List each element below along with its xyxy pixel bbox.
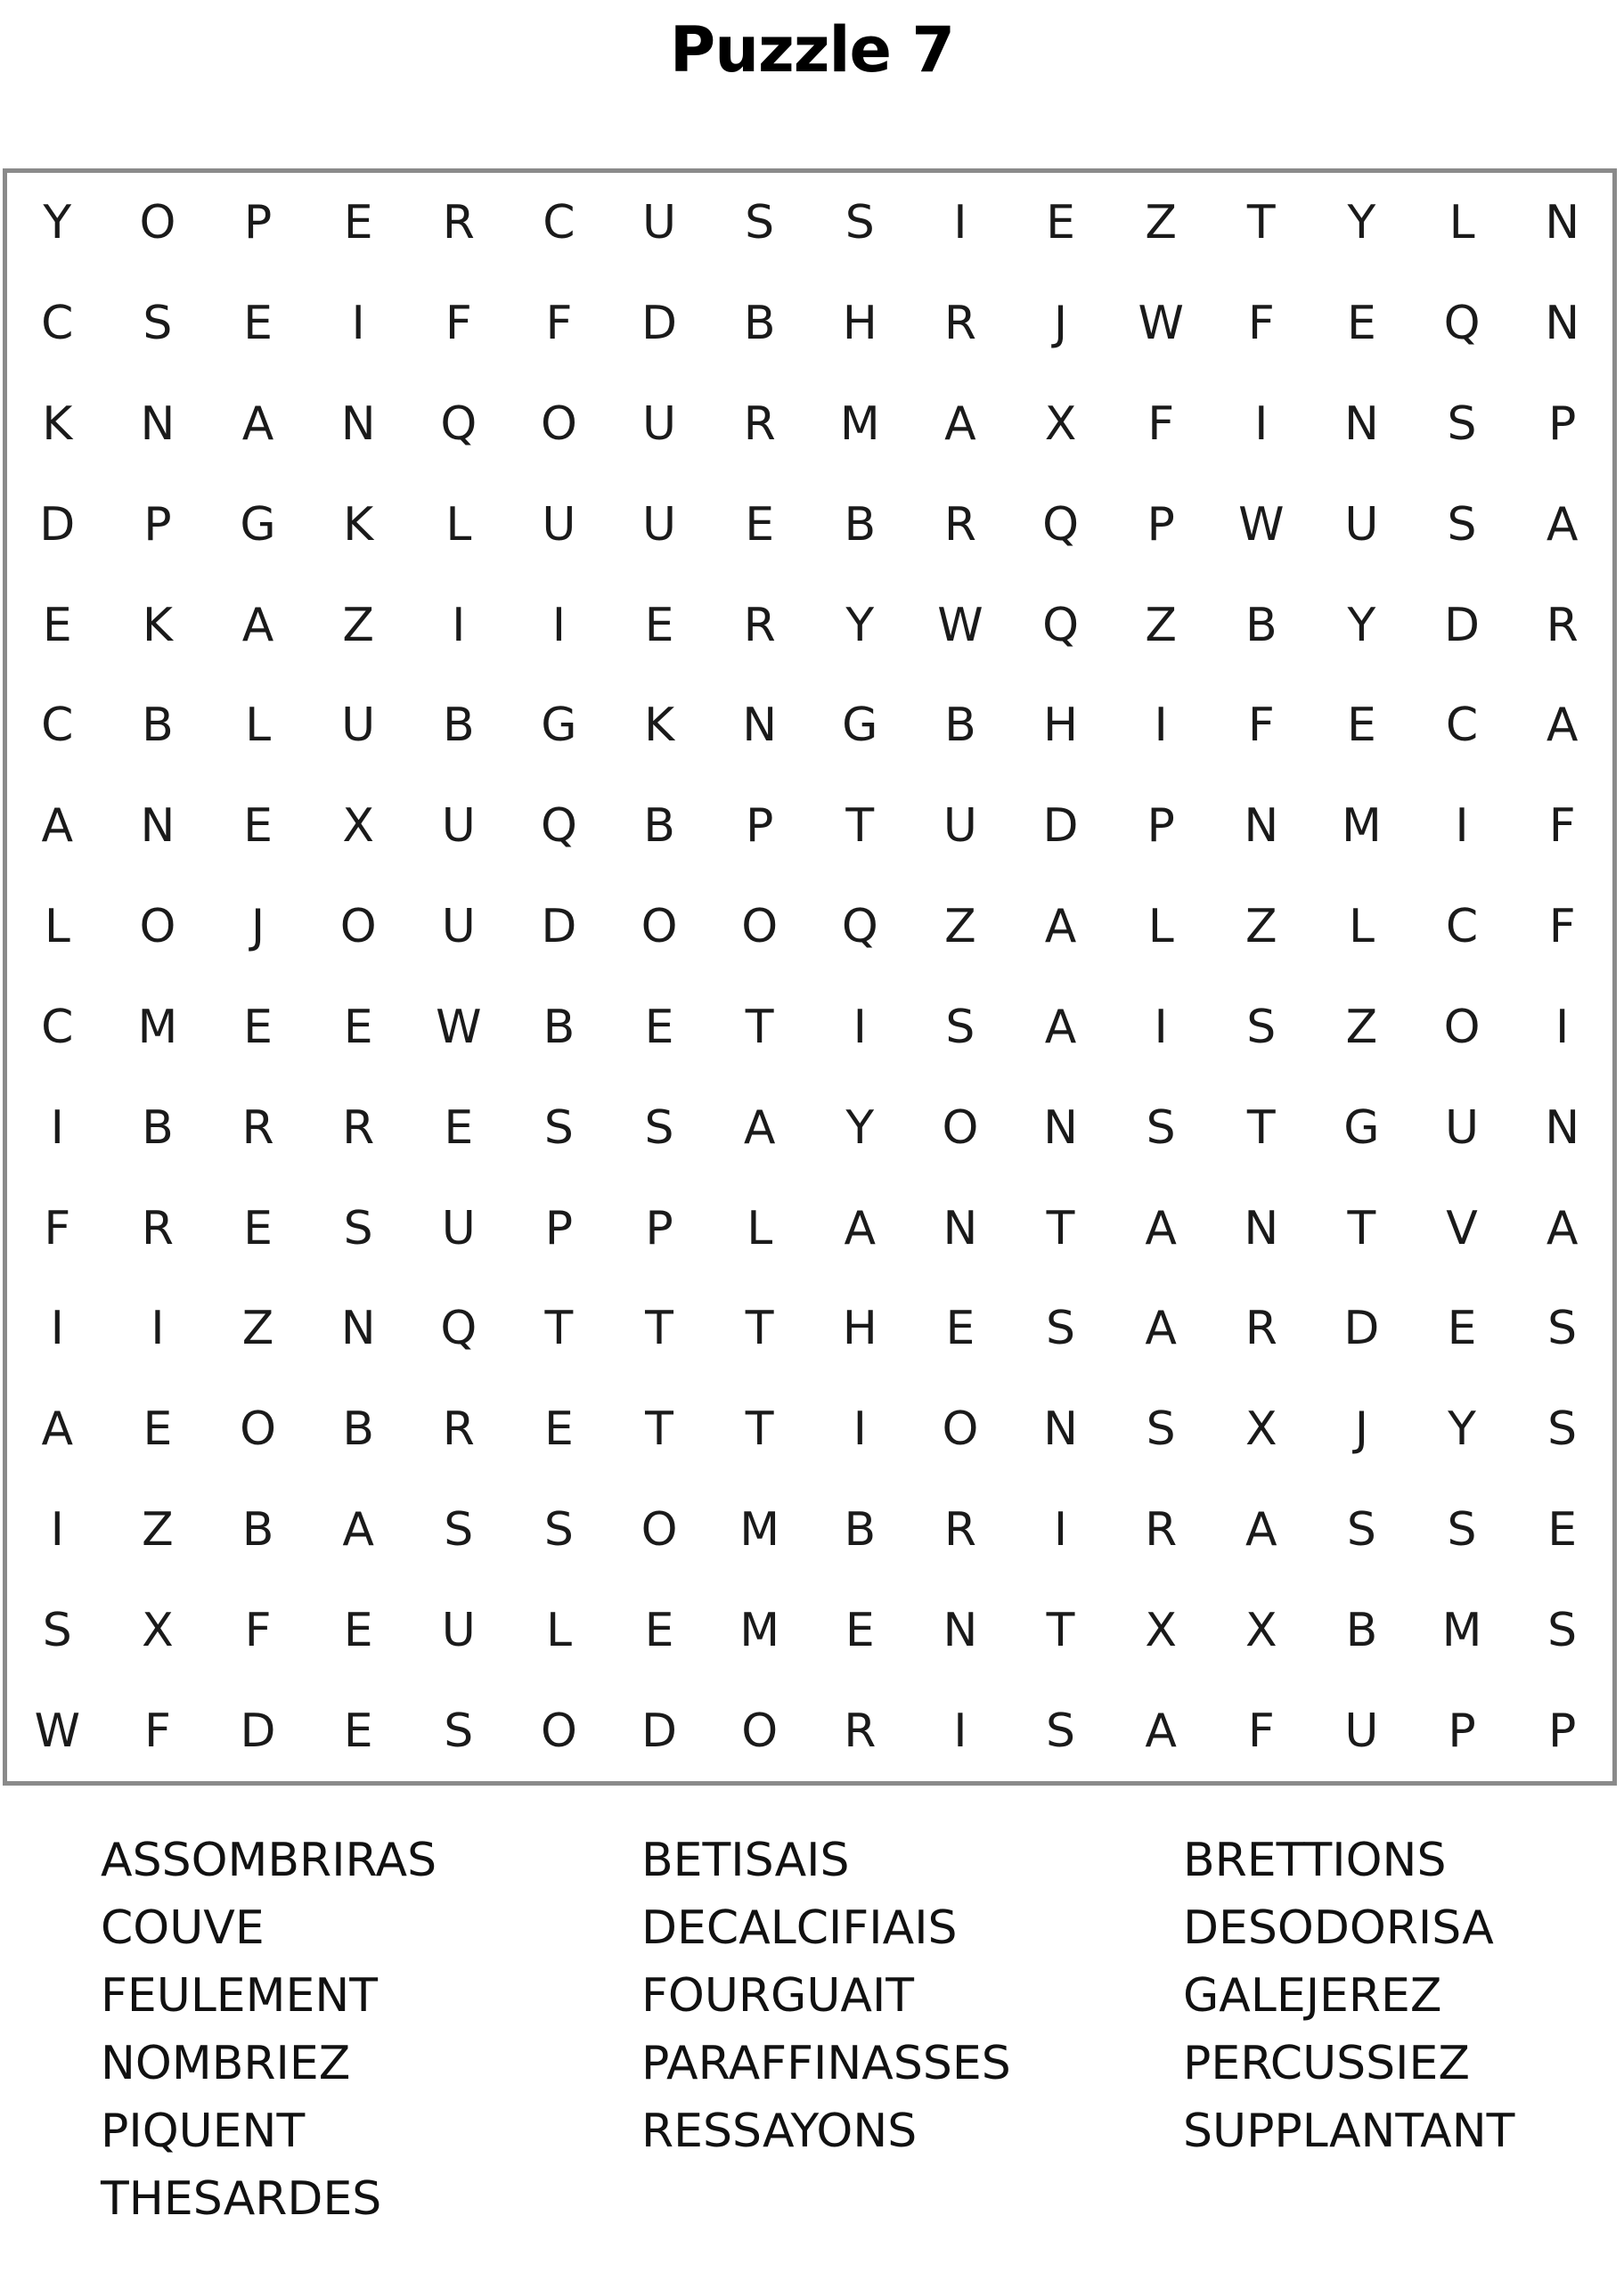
grid-cell[interactable]: I xyxy=(1555,1000,1570,1054)
grid-cell[interactable]: D xyxy=(240,1704,276,1758)
grid-cell[interactable]: S xyxy=(945,1000,975,1054)
grid-cell[interactable]: V xyxy=(1446,1201,1478,1255)
grid-cell[interactable]: M xyxy=(1342,799,1382,854)
grid-cell[interactable]: R xyxy=(943,297,976,351)
grid-cell[interactable]: E xyxy=(343,1000,373,1054)
word-list-item: DECALCIFIAIS xyxy=(641,1901,958,1955)
word-list-item: PIQUENT xyxy=(101,2105,306,2158)
grid-cell[interactable]: E xyxy=(243,297,273,351)
grid-cell[interactable]: P xyxy=(1548,1704,1577,1758)
grid-cell[interactable]: P xyxy=(1448,1704,1476,1758)
grid-cell[interactable]: S xyxy=(1146,1100,1176,1155)
word-list-column-2 xyxy=(641,1827,1011,2165)
grid-cell[interactable]: I xyxy=(953,1704,967,1758)
grid-cell[interactable]: I xyxy=(853,1402,867,1457)
grid-cell[interactable]: L xyxy=(1147,900,1174,954)
grid-cell[interactable]: A xyxy=(844,1201,877,1255)
word-list-item: DESODORISA xyxy=(1183,1901,1494,1955)
word-list-item: COUVE xyxy=(101,1901,265,1955)
grid-cell[interactable]: F xyxy=(545,297,573,351)
word-list-item: FEULEMENT xyxy=(101,1969,379,2023)
grid-cell[interactable]: S xyxy=(1046,1704,1076,1758)
grid-cell[interactable]: P xyxy=(1147,497,1175,552)
grid-cell[interactable]: S xyxy=(1146,1402,1176,1457)
grid-cell[interactable]: I xyxy=(1254,397,1269,452)
grid-cell[interactable]: Z xyxy=(1345,1000,1378,1054)
grid-cell[interactable]: L xyxy=(445,497,472,552)
word-list-item: NOMBRIEZ xyxy=(101,2037,351,2090)
grid-cell[interactable]: Y xyxy=(1347,196,1376,250)
grid-cell[interactable]: S xyxy=(143,297,173,351)
grid-cell[interactable]: X xyxy=(342,799,374,854)
grid-cell[interactable]: B xyxy=(844,1502,877,1557)
grid-cell[interactable]: G xyxy=(240,497,276,552)
grid-cell[interactable]: F xyxy=(244,1603,272,1657)
grid-cell[interactable]: X xyxy=(1245,1402,1277,1457)
grid-cell[interactable]: M xyxy=(739,1502,780,1557)
grid-cell[interactable]: F xyxy=(1247,1704,1275,1758)
grid-cell[interactable]: Y xyxy=(845,1100,875,1155)
grid-cell[interactable]: E xyxy=(644,1603,674,1657)
grid-cell[interactable]: E xyxy=(444,1100,474,1155)
grid-cell[interactable]: Z xyxy=(1145,598,1177,652)
grid-cell[interactable]: E xyxy=(343,196,373,250)
grid-cell[interactable]: O xyxy=(641,900,678,954)
grid-cell[interactable]: F xyxy=(1247,297,1275,351)
grid-cell[interactable]: B xyxy=(1345,1603,1378,1657)
grid-cell[interactable]: I xyxy=(1053,1502,1068,1557)
grid-cell[interactable]: R xyxy=(141,1201,174,1255)
word-search-grid xyxy=(7,173,1612,1781)
grid-cell[interactable]: H xyxy=(842,1302,877,1356)
grid-cell[interactable]: F xyxy=(44,1201,71,1255)
grid-cell[interactable]: N xyxy=(742,699,778,753)
grid-cell[interactable]: J xyxy=(1354,1402,1369,1457)
grid-cell[interactable]: S xyxy=(444,1704,474,1758)
grid-cell[interactable]: U xyxy=(542,497,576,552)
grid-cell[interactable]: F xyxy=(445,297,472,351)
grid-cell[interactable]: D xyxy=(641,1704,678,1758)
grid-cell[interactable]: W xyxy=(1138,297,1184,351)
grid-cell[interactable]: Z xyxy=(1245,900,1277,954)
grid-cell[interactable]: P xyxy=(143,497,172,552)
word-list-item: PERCUSSIEZ xyxy=(1183,2037,1470,2090)
grid-cell[interactable]: C xyxy=(543,196,575,250)
grid-cell[interactable]: S xyxy=(1046,1302,1076,1356)
grid-cell[interactable]: D xyxy=(1042,799,1079,854)
grid-cell[interactable]: U xyxy=(642,497,677,552)
grid-cell[interactable]: E xyxy=(745,497,775,552)
grid-cell[interactable]: M xyxy=(839,397,880,452)
grid-cell[interactable]: K xyxy=(644,699,675,753)
grid-cell[interactable]: X xyxy=(1245,1603,1277,1657)
grid-cell[interactable]: H xyxy=(842,297,877,351)
grid-cell[interactable]: B xyxy=(142,699,174,753)
grid-cell[interactable]: P xyxy=(746,799,774,854)
grid-cell[interactable]: I xyxy=(50,1100,64,1155)
grid-cell[interactable]: Y xyxy=(1347,598,1376,652)
grid-cell[interactable]: E xyxy=(243,1000,273,1054)
grid-cell[interactable]: D xyxy=(541,900,577,954)
grid-cell[interactable]: I xyxy=(1154,1000,1168,1054)
grid-cell[interactable]: U xyxy=(441,900,476,954)
grid-cell[interactable]: B xyxy=(643,799,675,854)
grid-cell[interactable]: I xyxy=(452,598,466,652)
grid-cell[interactable]: C xyxy=(41,1000,74,1054)
grid-cell[interactable]: U xyxy=(1344,1704,1379,1758)
grid-cell[interactable]: O xyxy=(942,1402,979,1457)
grid-cell[interactable]: B xyxy=(142,1100,174,1155)
word-list-column-3 xyxy=(1183,1827,1514,2165)
grid-cell[interactable]: T xyxy=(1246,196,1276,250)
grid-cell[interactable]: S xyxy=(343,1201,373,1255)
grid-cell[interactable]: U xyxy=(1344,497,1379,552)
grid-cell[interactable]: S xyxy=(1447,397,1477,452)
grid-cell[interactable]: C xyxy=(41,699,74,753)
grid-cell[interactable]: L xyxy=(44,900,70,954)
puzzle-title: Puzzle 7 xyxy=(669,13,955,86)
grid-cell[interactable]: U xyxy=(943,799,977,854)
grid-cell[interactable]: E xyxy=(1046,196,1075,250)
grid-cell[interactable]: P xyxy=(1548,397,1577,452)
grid-cell[interactable]: G xyxy=(541,699,577,753)
grid-cell[interactable]: E xyxy=(243,1201,273,1255)
word-list-item: THESARDES xyxy=(101,2172,382,2226)
grid-cell[interactable]: E xyxy=(544,1402,574,1457)
grid-cell[interactable]: R xyxy=(1245,1302,1277,1356)
word-list-item: BETISAIS xyxy=(641,1834,850,1887)
word-list-column-1 xyxy=(101,1827,437,2233)
grid-cell[interactable]: B xyxy=(442,699,475,753)
word-list-item: GALEJEREZ xyxy=(1183,1969,1442,2023)
grid-cell[interactable]: T xyxy=(845,799,875,854)
grid-cell[interactable]: Z xyxy=(241,1302,274,1356)
grid-cell[interactable]: S xyxy=(1346,1502,1376,1557)
grid-cell[interactable]: E xyxy=(243,799,273,854)
grid-cell[interactable]: T xyxy=(745,1000,774,1054)
grid-cell[interactable]: R xyxy=(844,1704,877,1758)
grid-cell[interactable]: B xyxy=(844,497,877,552)
grid-cell[interactable]: B xyxy=(241,1502,274,1557)
grid-cell[interactable]: A xyxy=(944,397,976,452)
grid-cell[interactable]: W xyxy=(34,1704,81,1758)
grid-cell[interactable]: B xyxy=(944,699,976,753)
grid-cell[interactable]: O xyxy=(741,1704,779,1758)
grid-cell[interactable]: N xyxy=(140,397,175,452)
grid-cell[interactable]: T xyxy=(1246,1100,1276,1155)
grid-cell[interactable]: G xyxy=(1343,1100,1380,1155)
grid-cell[interactable]: I xyxy=(953,196,967,250)
grid-cell[interactable]: R xyxy=(241,1100,274,1155)
grid-cell[interactable]: L xyxy=(747,1201,773,1255)
grid-cell[interactable]: B xyxy=(543,1000,575,1054)
grid-cell[interactable]: Z xyxy=(142,1502,174,1557)
grid-cell[interactable]: B xyxy=(342,1402,375,1457)
grid-cell[interactable]: J xyxy=(250,900,265,954)
grid-cell[interactable]: Q xyxy=(1042,497,1080,552)
word-list-item: ASSOMBRIRAS xyxy=(101,1834,437,1887)
grid-cell[interactable]: O xyxy=(540,397,577,452)
grid-cell[interactable]: P xyxy=(1147,799,1175,854)
grid-cell[interactable]: Y xyxy=(1448,1402,1476,1457)
grid-cell[interactable]: C xyxy=(1445,900,1479,954)
grid-cell[interactable]: A xyxy=(241,598,274,652)
grid-cell[interactable]: S xyxy=(543,1502,574,1557)
grid-cell[interactable]: G xyxy=(842,699,878,753)
grid-cell[interactable]: A xyxy=(1245,1502,1277,1557)
grid-cell[interactable]: X xyxy=(142,1603,174,1657)
grid-cell[interactable]: X xyxy=(1145,1603,1177,1657)
grid-cell[interactable]: L xyxy=(1449,196,1475,250)
grid-cell[interactable]: S xyxy=(42,1603,72,1657)
grid-cell[interactable]: S xyxy=(1547,1402,1578,1457)
grid-cell[interactable]: M xyxy=(739,1603,780,1657)
grid-cell[interactable]: F xyxy=(143,1704,171,1758)
grid-cell[interactable]: L xyxy=(545,1603,572,1657)
grid-cell[interactable]: T xyxy=(645,1402,673,1457)
grid-cell[interactable]: S xyxy=(1547,1603,1578,1657)
grid-cell[interactable]: Y xyxy=(43,196,72,250)
grid-cell[interactable]: D xyxy=(1343,1302,1380,1356)
word-list-item: PARAFFINASSES xyxy=(641,2037,1011,2090)
grid-cell[interactable]: O xyxy=(339,900,377,954)
grid-cell[interactable]: O xyxy=(139,196,176,250)
grid-cell[interactable]: S xyxy=(845,196,875,250)
grid-cell[interactable]: E xyxy=(845,1603,875,1657)
grid-cell[interactable]: R xyxy=(943,497,976,552)
word-list xyxy=(0,1827,1624,2245)
grid-cell[interactable]: T xyxy=(1347,1201,1376,1255)
grid-cell[interactable]: R xyxy=(1145,1502,1178,1557)
grid-cell[interactable]: A xyxy=(342,1502,374,1557)
grid-cell[interactable]: Q xyxy=(440,397,477,452)
grid-cell[interactable]: R xyxy=(442,196,475,250)
grid-cell[interactable]: Z xyxy=(342,598,374,652)
grid-cell[interactable]: I xyxy=(50,1502,64,1557)
grid-cell[interactable]: E xyxy=(1347,297,1376,351)
grid-cell[interactable]: Q xyxy=(1443,297,1481,351)
grid-cell[interactable]: I xyxy=(853,1000,867,1054)
grid-cell[interactable]: Q xyxy=(540,799,577,854)
grid-cell[interactable]: P xyxy=(243,196,273,250)
grid-cell[interactable]: O xyxy=(641,1502,678,1557)
grid-cell[interactable]: O xyxy=(540,1704,577,1758)
grid-cell[interactable]: I xyxy=(151,1302,165,1356)
grid-cell[interactable]: X xyxy=(1044,397,1077,452)
word-list-item: FOURGUAIT xyxy=(641,1969,915,2023)
grid-cell[interactable]: N xyxy=(340,1302,376,1356)
grid-cell[interactable]: Z xyxy=(944,900,976,954)
grid-cell[interactable]: R xyxy=(1546,598,1579,652)
grid-cell[interactable]: S xyxy=(644,1100,674,1155)
grid-cell[interactable]: A xyxy=(1145,1704,1177,1758)
grid-cell[interactable]: L xyxy=(1348,900,1375,954)
grid-cell[interactable]: S xyxy=(1547,1302,1578,1356)
grid-cell[interactable]: E xyxy=(945,1302,975,1356)
grid-cell[interactable]: N xyxy=(1043,1100,1079,1155)
grid-cell[interactable]: N xyxy=(1244,799,1279,854)
grid-cell[interactable]: A xyxy=(1044,1000,1077,1054)
grid-cell[interactable]: U xyxy=(441,1603,476,1657)
grid-cell[interactable]: N xyxy=(1545,1100,1580,1155)
grid-cell[interactable]: F xyxy=(1548,900,1576,954)
grid-cell[interactable]: Q xyxy=(440,1302,477,1356)
word-search-grid-frame xyxy=(3,168,1617,1786)
grid-cell[interactable]: A xyxy=(241,397,274,452)
grid-cell[interactable]: E xyxy=(42,598,72,652)
word-list-item: SUPPLANTANT xyxy=(1183,2105,1515,2158)
grid-cell[interactable]: O xyxy=(139,900,176,954)
grid-cell[interactable]: O xyxy=(240,1402,277,1457)
grid-cell[interactable]: U xyxy=(642,397,677,452)
grid-cell[interactable]: N xyxy=(1043,1402,1079,1457)
grid-cell[interactable]: U xyxy=(1445,1100,1480,1155)
grid-cell[interactable]: N xyxy=(340,397,376,452)
word-list-item: BRETTIONS xyxy=(1183,1834,1447,1887)
grid-cell[interactable]: E xyxy=(143,1402,173,1457)
grid-cell[interactable]: K xyxy=(42,397,73,452)
grid-cell[interactable]: N xyxy=(943,1603,978,1657)
grid-cell[interactable]: I xyxy=(351,297,365,351)
grid-cell[interactable]: E xyxy=(1447,1302,1477,1356)
grid-cell[interactable]: C xyxy=(1445,699,1479,753)
grid-cell[interactable]: N xyxy=(1545,297,1580,351)
grid-cell[interactable]: M xyxy=(137,1000,178,1054)
grid-cell[interactable]: W xyxy=(436,1000,482,1054)
grid-cell[interactable]: R xyxy=(442,1402,475,1457)
grid-cell[interactable]: D xyxy=(641,297,678,351)
grid-cell[interactable]: S xyxy=(444,1502,474,1557)
grid-cell[interactable]: A xyxy=(41,799,74,854)
grid-cell[interactable]: S xyxy=(1447,1502,1477,1557)
grid-cell[interactable]: T xyxy=(645,1302,673,1356)
grid-cell[interactable]: E xyxy=(343,1704,373,1758)
grid-cell[interactable]: N xyxy=(1545,196,1580,250)
grid-cell[interactable]: L xyxy=(245,699,272,753)
grid-cell[interactable]: E xyxy=(644,1000,674,1054)
grid-cell[interactable]: T xyxy=(544,1302,574,1356)
grid-cell[interactable]: R xyxy=(943,1502,976,1557)
grid-cell[interactable]: U xyxy=(642,196,677,250)
grid-cell[interactable]: W xyxy=(937,598,983,652)
grid-cell[interactable]: S xyxy=(745,196,775,250)
grid-cell[interactable]: W xyxy=(1238,497,1285,552)
grid-cell[interactable]: F xyxy=(1147,397,1175,452)
grid-cell[interactable]: S xyxy=(1447,497,1477,552)
grid-cell[interactable]: O xyxy=(1443,1000,1481,1054)
grid-cell[interactable]: P xyxy=(544,1201,574,1255)
grid-cell[interactable]: E xyxy=(644,598,674,652)
grid-cell[interactable]: F xyxy=(1247,699,1275,753)
grid-cell[interactable]: A xyxy=(1145,1201,1177,1255)
grid-cell[interactable]: I xyxy=(1455,799,1469,854)
grid-cell[interactable]: M xyxy=(1441,1603,1482,1657)
grid-cell[interactable]: H xyxy=(1043,699,1079,753)
grid-cell[interactable]: E xyxy=(1347,699,1376,753)
grid-cell[interactable]: E xyxy=(343,1603,373,1657)
grid-cell[interactable]: Q xyxy=(841,900,878,954)
grid-cell[interactable]: S xyxy=(543,1100,574,1155)
grid-cell[interactable]: S xyxy=(1246,1000,1277,1054)
grid-cell[interactable]: E xyxy=(1547,1502,1578,1557)
grid-cell[interactable]: O xyxy=(942,1100,979,1155)
grid-cell[interactable]: K xyxy=(343,497,374,552)
grid-cell[interactable]: C xyxy=(41,297,74,351)
grid-cell[interactable]: J xyxy=(1053,297,1068,351)
grid-cell[interactable]: N xyxy=(1343,397,1379,452)
grid-cell[interactable]: T xyxy=(1046,1603,1075,1657)
grid-cell[interactable]: R xyxy=(342,1100,375,1155)
grid-cell[interactable]: I xyxy=(50,1302,64,1356)
grid-cell[interactable]: P xyxy=(645,1201,673,1255)
grid-cell[interactable]: U xyxy=(341,699,376,753)
grid-cell[interactable]: N xyxy=(943,1201,978,1255)
grid-cell[interactable]: N xyxy=(1244,1201,1279,1255)
grid-cell[interactable]: B xyxy=(743,297,776,351)
grid-cell[interactable]: N xyxy=(140,799,175,854)
grid-cell[interactable]: A xyxy=(1546,699,1579,753)
grid-cell[interactable]: A xyxy=(743,1100,776,1155)
grid-cell[interactable]: T xyxy=(745,1402,774,1457)
grid-cell[interactable]: Y xyxy=(845,598,875,652)
grid-cell[interactable]: R xyxy=(743,397,776,452)
grid-cell[interactable]: U xyxy=(441,799,476,854)
grid-cell[interactable]: A xyxy=(1145,1302,1177,1356)
grid-cell[interactable]: I xyxy=(1154,699,1168,753)
grid-cell[interactable]: D xyxy=(39,497,76,552)
grid-cell[interactable]: T xyxy=(1046,1201,1075,1255)
grid-cell[interactable]: U xyxy=(441,1201,476,1255)
grid-cell[interactable]: K xyxy=(142,598,173,652)
grid-cell[interactable]: Z xyxy=(1145,196,1177,250)
grid-cell[interactable]: A xyxy=(41,1402,74,1457)
grid-cell[interactable]: Q xyxy=(1042,598,1080,652)
grid-cell[interactable]: A xyxy=(1044,900,1077,954)
grid-cell[interactable]: O xyxy=(741,900,779,954)
grid-cell[interactable]: B xyxy=(1245,598,1277,652)
grid-cell[interactable]: A xyxy=(1546,1201,1579,1255)
grid-cell[interactable]: D xyxy=(1444,598,1481,652)
grid-cell[interactable]: R xyxy=(743,598,776,652)
grid-cell[interactable]: F xyxy=(1548,799,1576,854)
grid-cell[interactable]: I xyxy=(551,598,567,652)
grid-cell[interactable]: T xyxy=(745,1302,774,1356)
word-list-item: RESSAYONS xyxy=(641,2105,918,2158)
grid-cell[interactable]: A xyxy=(1546,497,1579,552)
